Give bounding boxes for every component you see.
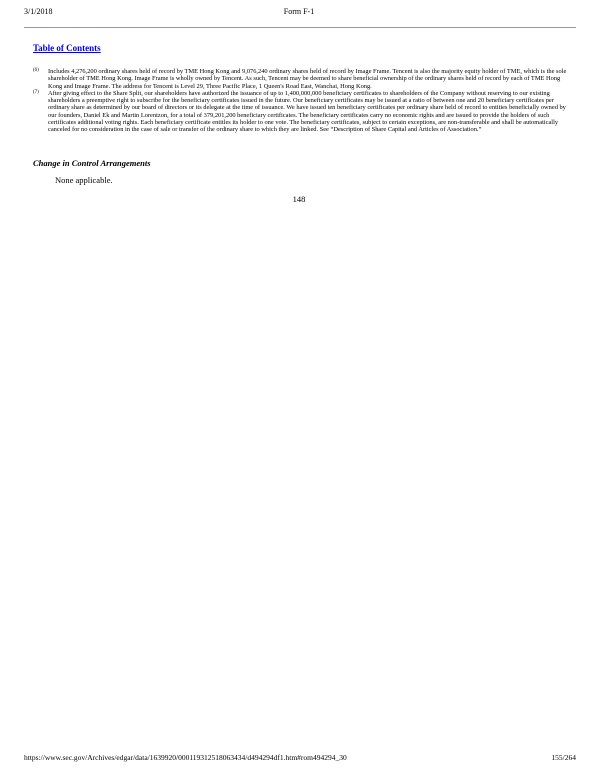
section-heading: Change in Control Arrangements [33, 158, 151, 168]
footer-url: https://www.sec.gov/Archives/edgar/data/1639920/000119312518063434/d494294df1.htm#rom494294_30 [24, 753, 347, 762]
header-divider [24, 27, 576, 28]
table-of-contents-link[interactable]: Table of Contents [33, 43, 101, 53]
page-number: 148 [292, 194, 306, 204]
section-body: None applicable. [55, 175, 113, 185]
footnote-number: (7) [33, 89, 39, 95]
footnote-text: After giving effect to the Share Split, our shareholders have authorized the issuance of up to 1,400,000,000 beneficiary certificates to shareholders of the Company without reserving to our existing shareholders a preemptive right to subscribe for the beneficiary certificates issued in the future. Our beneficiary certificates may be issued at a ratio of between one and 20 beneficiary certificates per ordinary share as determined by our board of directors or its delegate at the time of issuance. We have issued ten beneficiary certificates per ordinary share held of record to entities beneficially owned by our founders, Daniel Ek and Martin Lorentzon, for a total of 379,201,200 beneficiary certificates. The beneficiary certificates carry no economic rights and are issued to provide the holders of such certificates additional voting rights. Each beneficiary certificate entitles its holder to one vote. The beneficiary certificates, subject to certain exceptions, are non-transferable and shall be automatically canceled for no consideration in the case of sale or transfer of the ordinary share to which they are linked. See “Description of Share Capital and Articles of Association.” [48, 89, 566, 134]
footer-page-count: 155/264 [551, 753, 576, 762]
footnote-number: (6) [33, 68, 39, 73]
header-date: 3/1/2018 [24, 7, 53, 16]
footnote-text: Includes 4,276,200 ordinary shares held of record by TME Hong Kong and 9,076,240 ordinary shares held of record by Image Frame. Tencent is also the majority equity holder of TME, which is the sole shareholder of TME Hong Kong. Image Frame is wholly owned by Tencent. As such, Tencent may be deemed to share beneficial ownership of the ordinary shares held of record by each of TME Hong Kong and Image Frame. The address for Tencent is Level 29, Three Pacific Place, 1 Queen's Road East, Wanchai, Hong Kong. [48, 68, 567, 90]
header-title: Form F-1 [283, 7, 315, 16]
footnote-6 [33, 68, 575, 90]
footnotes [33, 68, 575, 134]
footnote-7 [33, 90, 575, 134]
